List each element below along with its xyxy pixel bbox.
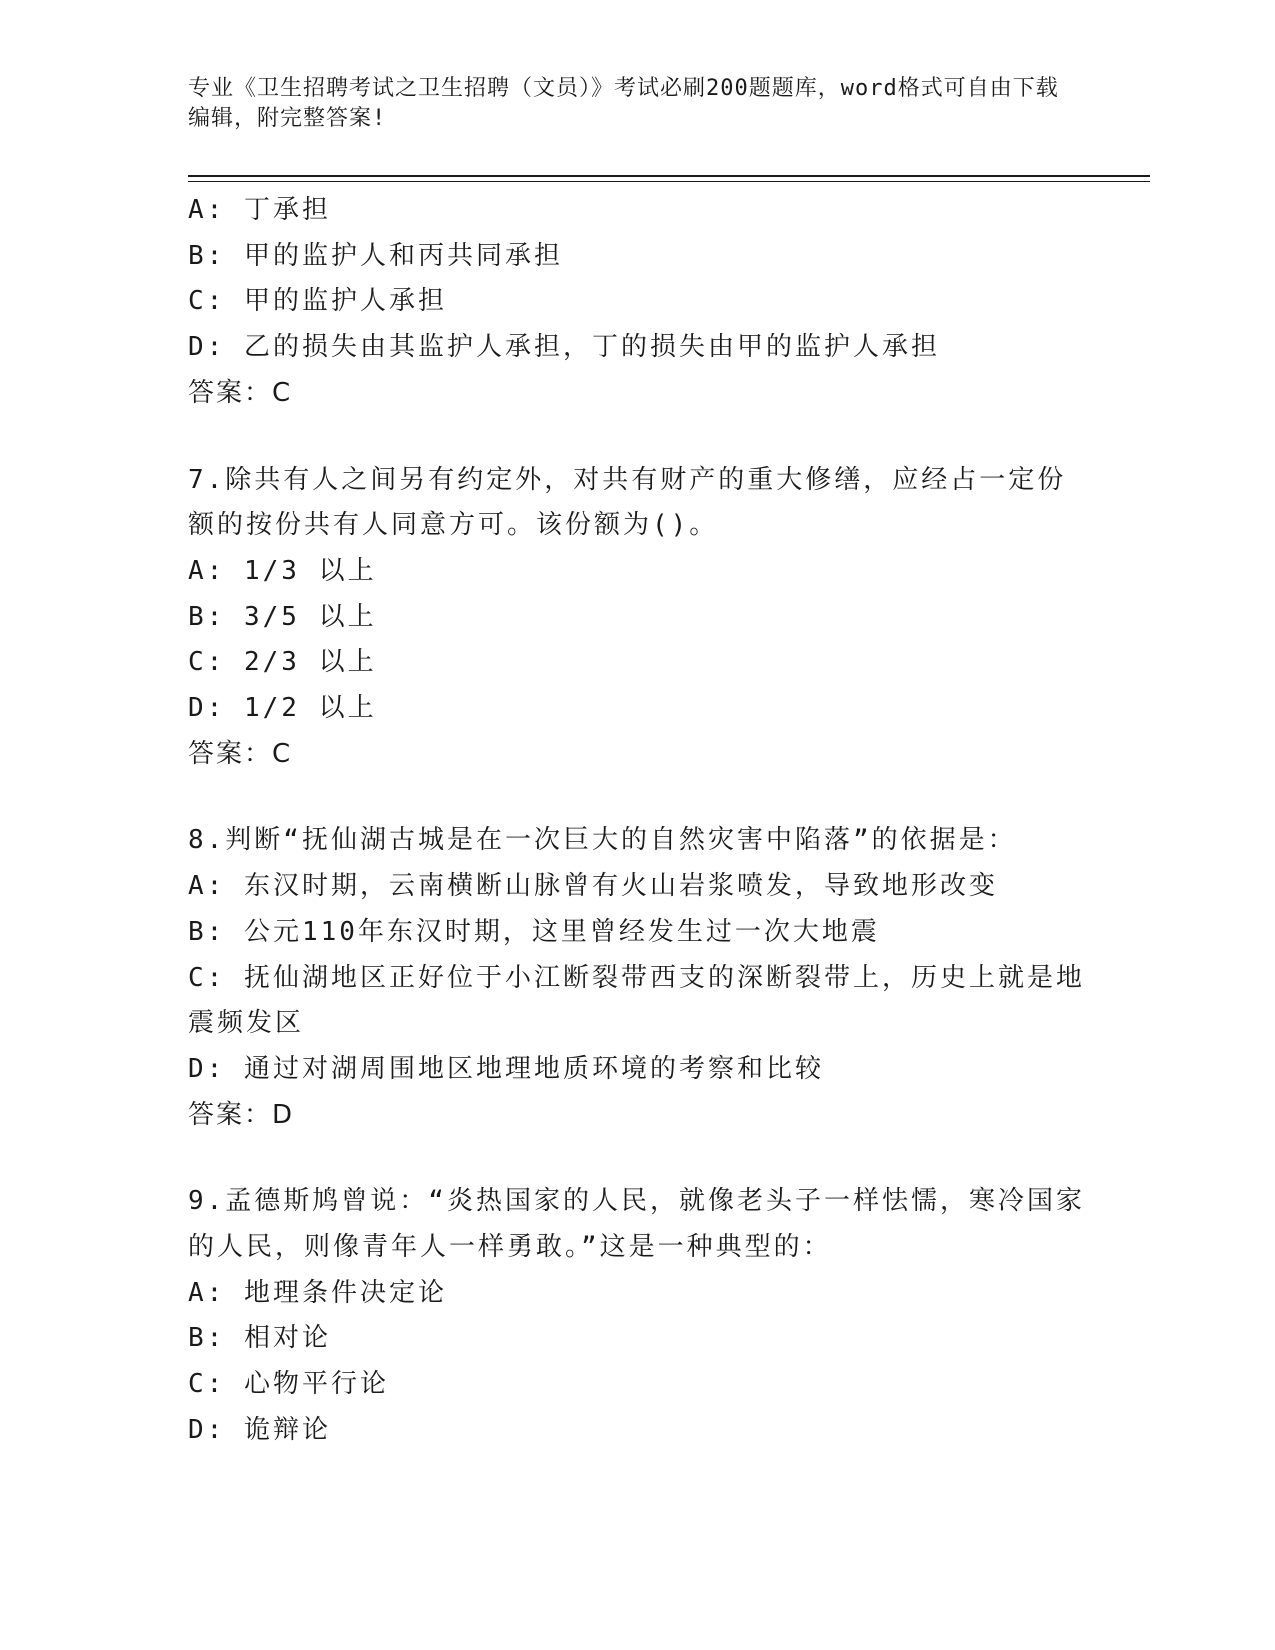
spacer [188, 777, 1088, 818]
document-header: 专业《卫生招聘考试之卫生招聘（文员）》考试必刷200题题库，word格式可自由下载编辑，附完整答案! [188, 76, 1059, 131]
option-a: A: 东汉时期，云南横断山脉曾有火山岩浆喷发，导致地形改变 [188, 871, 998, 902]
option-c: C: 心物平行论 [188, 1369, 389, 1400]
question-stem: 7.除共有人之间另有约定外，对共有财产的重大修缮，应经占一定份额的按份共有人同意方可。该份额为()。 [188, 464, 1067, 541]
option-c: C: 甲的监护人承担 [188, 286, 447, 317]
option-c: C: 2/3 以上 [188, 647, 377, 678]
question-6 [188, 188, 1088, 417]
spacer [188, 417, 1088, 458]
header-divider-thin [188, 181, 1150, 182]
question-stem: 8.判断“抚仙湖古城是在一次巨大的自然灾害中陷落”的依据是： [188, 825, 1017, 856]
answer: 答案：C [188, 738, 293, 769]
option-b: B: 相对论 [188, 1323, 331, 1354]
option-a: A: 丁承担 [188, 195, 331, 225]
spacer [188, 1138, 1088, 1179]
option-d: D: 乙的损失由其监护人承担，丁的损失由甲的监护人承担 [188, 332, 940, 363]
question-9 [188, 1179, 1088, 1453]
answer: 答案：D [188, 1099, 295, 1130]
option-c: C: 抚仙湖地区正好位于小江断裂带西支的深断裂带上，历史上就是地震频发区 [188, 962, 1085, 1039]
option-a: A: 1/3 以上 [188, 555, 377, 586]
option-a: A: 地理条件决定论 [188, 1277, 447, 1308]
option-b: B: 公元110年东汉时期，这里曾经发生过一次大地震 [188, 916, 880, 947]
answer: 答案：C [188, 377, 293, 408]
option-d: D: 通过对湖周围地区地理地质环境的考察和比较 [188, 1053, 824, 1084]
question-8 [188, 818, 1088, 1138]
question-list [188, 188, 1088, 1454]
header-divider-thick [188, 175, 1150, 177]
option-b: B: 甲的监护人和丙共同承担 [188, 240, 563, 271]
option-d: D: 诡辩论 [188, 1414, 331, 1445]
question-7 [188, 458, 1088, 778]
option-b: B: 3/5 以上 [188, 601, 377, 632]
question-stem: 9.孟德斯鸠曾说：“炎热国家的人民，就像老头子一样怯懦，寒冷国家的人民，则像青年人一样勇敢。”这是一种典型的： [188, 1186, 1085, 1263]
option-d: D: 1/2 以上 [188, 693, 377, 724]
